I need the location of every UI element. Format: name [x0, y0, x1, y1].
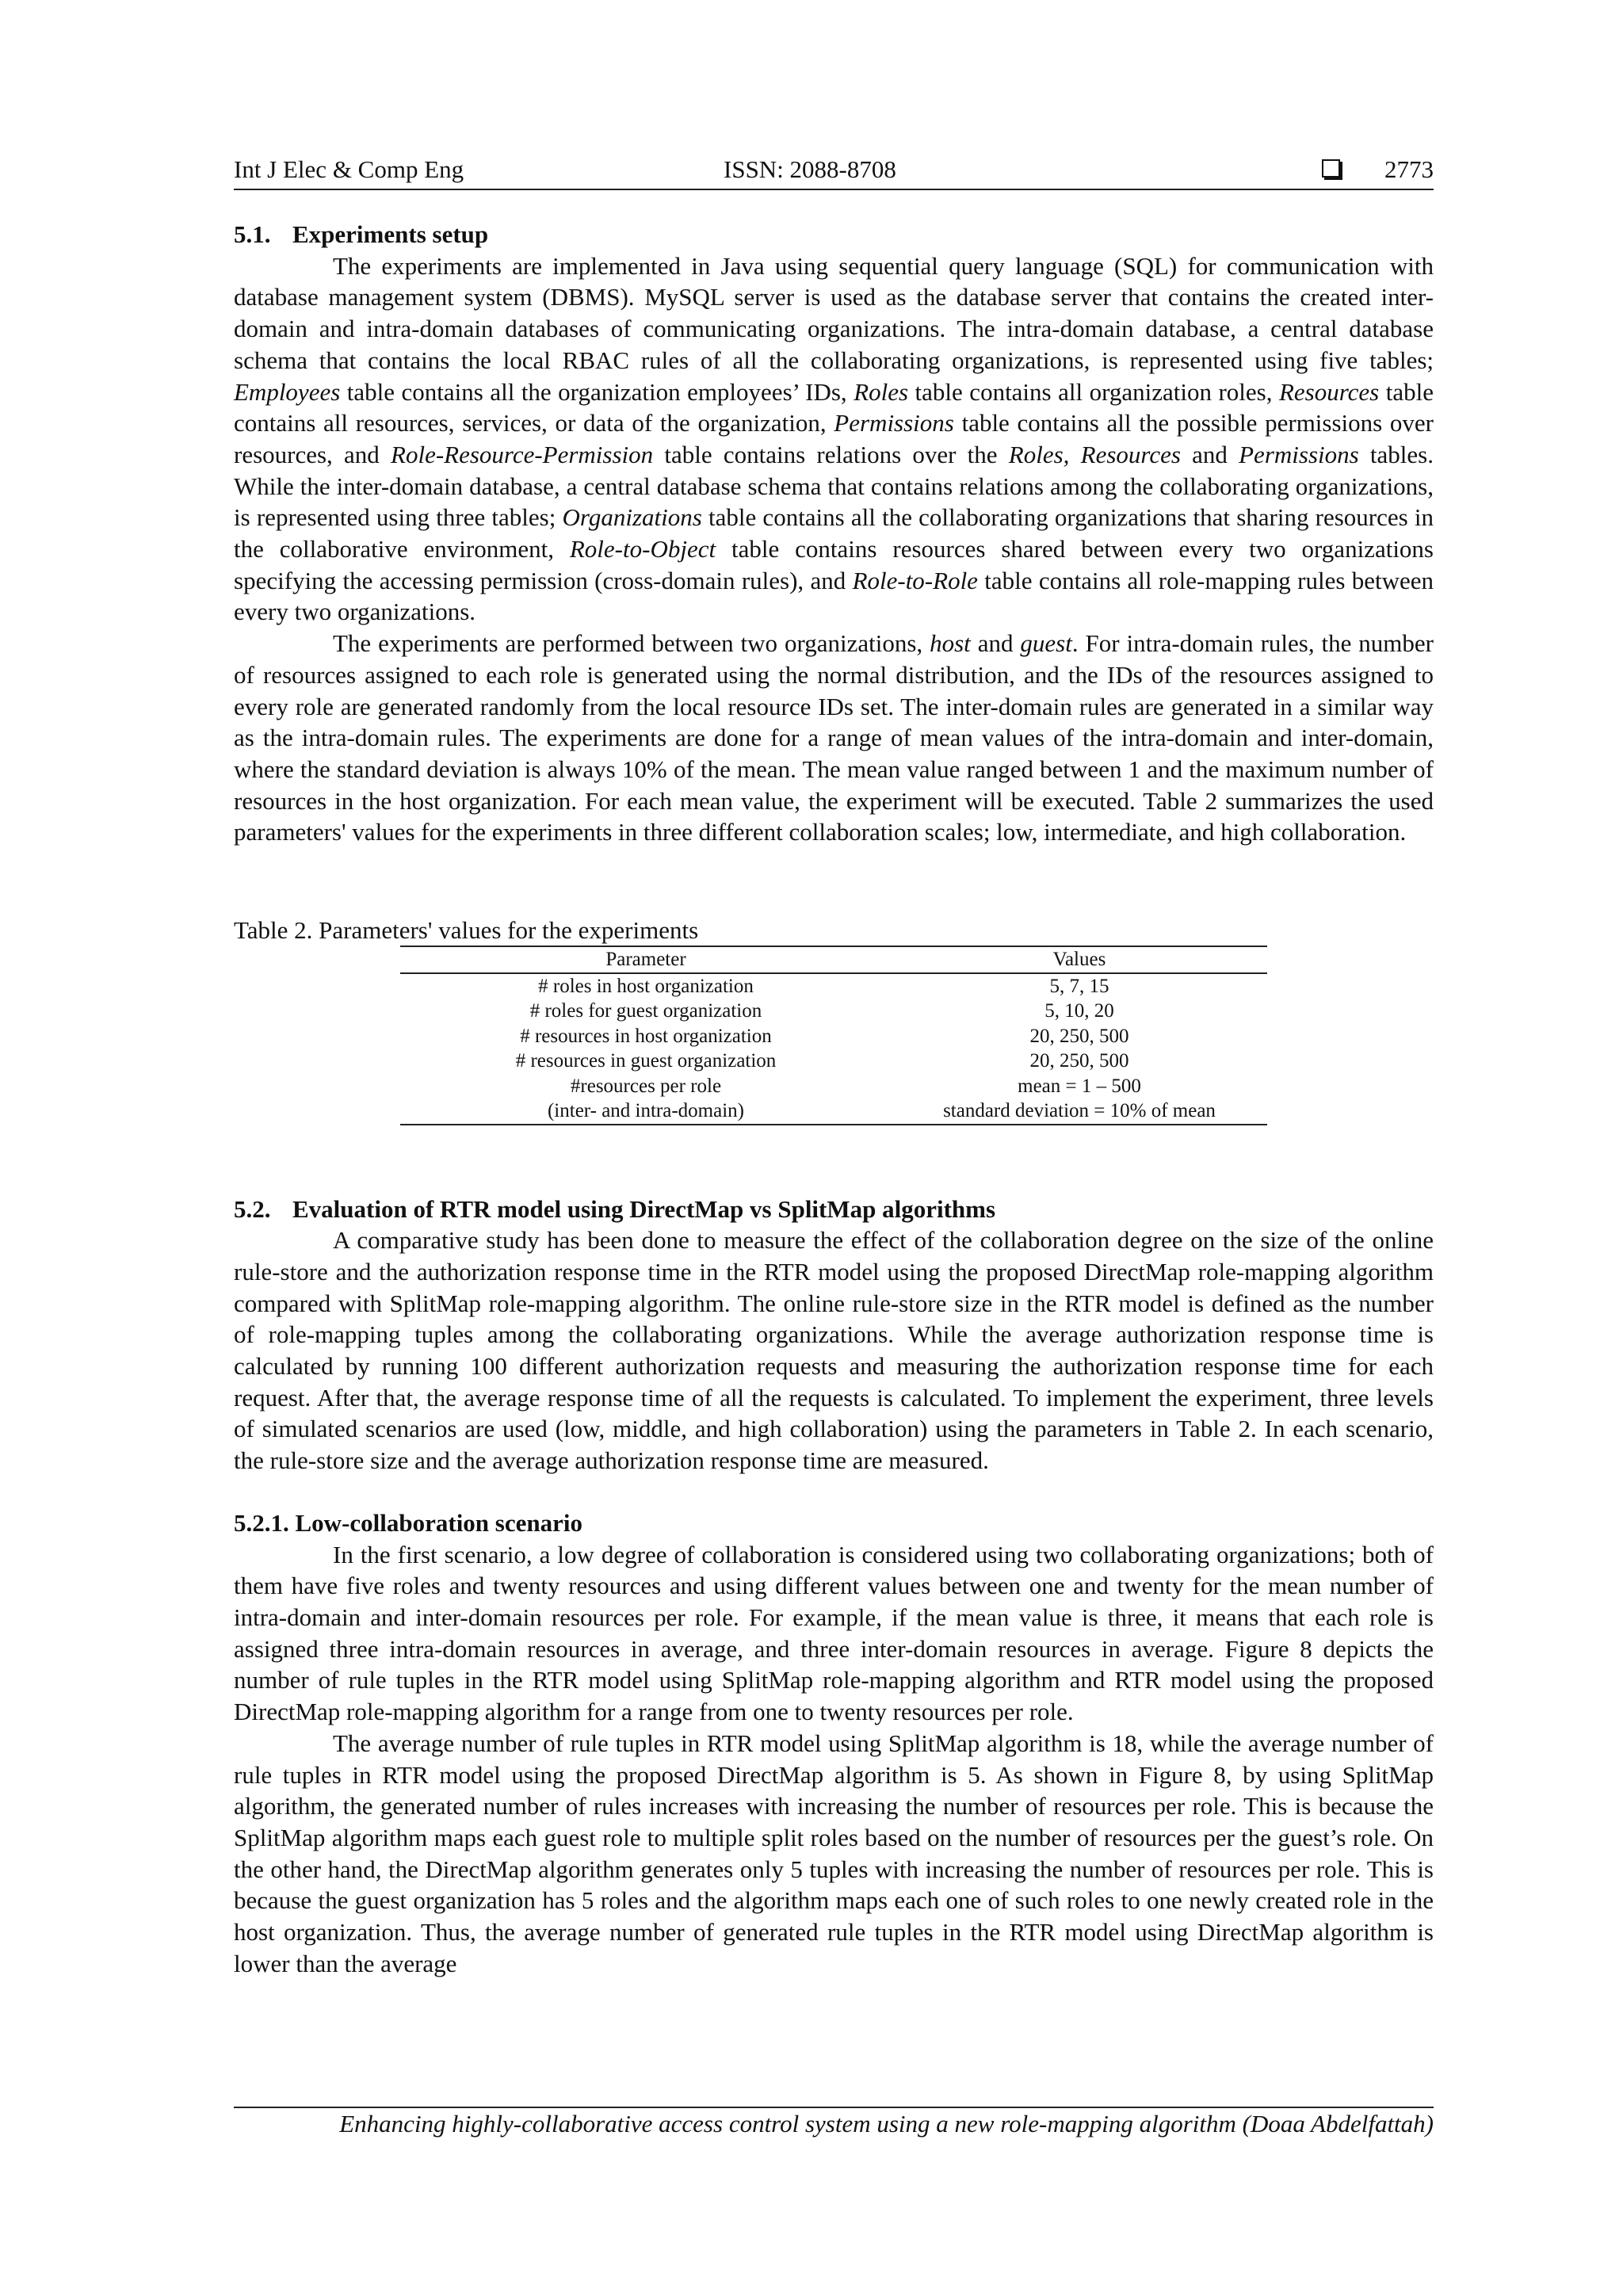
paragraph: The experiments are performed between two organizations, host and guest. For intra-domain rules, the number of resources assigned to each role is generated using the normal distribution, and the IDs of the resources assigned to every role are generated randomly from the local resource IDs set. The inter-domain rules are generated in a similar way as the intra-domain rules. The experiments are done for a range of mean values of the intra-domain and inter-domain, where the standard deviation is always 10% of the mean. The mean value ranged between 1 and the maximum number of resources in the host organization. For each mean value, the experiment will be executed. Table 2 summarizes the used parameters' values for the experiments in three different collaboration scales; low, intermediate, and high collaboration. [234, 629, 1434, 846]
table-cell: # roles for guest organization [529, 1000, 762, 1022]
section-title: Evaluation of RTR model using DirectMap vs SplitMap algorithms [292, 1194, 996, 1223]
issn: ISSN: 2088-8708 [724, 155, 896, 183]
table-cell: 5, 7, 15 [1049, 975, 1109, 997]
table-cell: 20, 250, 500 [1029, 1025, 1129, 1047]
paragraph: In the first scenario, a low degree of collaboration is considered using two collaborating organizations; both of them have five roles and twenty resources and using different values between one and twenty for the mean number of intra-domain and inter-domain resources per role. For example, if the mean value is three, it means that each role is assigned three intra-domain resources in average, and three inter-domain resources in average. Figure 8 depicts the number of rule tuples in the RTR model using SplitMap role-mapping algorithm and RTR model using the proposed DirectMap role-mapping algorithm for a range from one to twenty resources per role. [234, 1540, 1434, 1726]
page-number: 2773 [1384, 155, 1434, 183]
column-header: Values [892, 946, 1267, 973]
paragraph: A comparative study has been done to measure the effect of the collaboration degree on the size of the online rule-store and the authorization response time in the RTR model using the proposed DirectMap role-mapping algorithm compared with SplitMap role-mapping algorithm. The online rule-store size in the RTR model is defined as the number of role-mapping tuples among the collaborating organizations. While the average authorization response time is calculated by running 100 different authorization requests and measuring the authorization response time for each request. After that, the average response time of all the requests is calculated. To implement the experiment, three levels of simulated scenarios are used (low, middle, and high collaboration) using the parameters in Table 2. In each scenario, the rule-store size and the average authorization response time are measured. [234, 1226, 1434, 1475]
table-cell: standard deviation = 10% of mean [892, 1098, 1267, 1125]
journal-name: Int J Elec & Comp Eng [234, 155, 464, 183]
section-title: Experiments setup [292, 220, 489, 248]
table-row [400, 1049, 1267, 1074]
table-row [400, 1098, 1267, 1125]
paragraph: The experiments are implemented in Java using sequential query language (SQL) for communication with database management system (DBMS). MySQL server is used as the database server that contains the created inter-domain and intra-domain databases of communicating organizations. The intra-domain database, a central database schema that contains the local RBAC rules of all the collaborating organizations, is represented using five tables; Employees table contains all the organization employees’ IDs, Roles table contains all organization roles, Resources table contains all resources, services, or data of the organization, Permissions table contains all the possible permissions over resources, and Role-Resource-Permission table contains relations over the Roles, Resources and Permissions tables. While the inter-domain database, a central database schema that contains relations among the collaborating organizations, is represented using three tables; Organizations table contains all the collaborating organizations that sharing resources in the collaborative environment, Role-to-Object table contains resources shared between every two organizations specifying the accessing permission (cross-domain rules), and Role-to-Role table contains all role-mapping rules between every two organizations. [234, 251, 1434, 626]
section-heading-5-1 [234, 219, 1434, 250]
table-cell: 5, 10, 20 [1044, 1000, 1114, 1022]
column-header: Parameter [400, 946, 892, 973]
table-row [400, 1024, 1267, 1049]
table-caption: Table 2. Parameters' values for the experiments [234, 916, 699, 945]
section-number: 5.1. [234, 220, 271, 248]
subsection-heading-5-2-1: 5.2.1. Low-collaboration scenario [234, 1508, 582, 1537]
article-body [234, 219, 1434, 1979]
running-footer: Enhancing highly-collaborative access control system using a new role-mapping algorithm (Doaa Abdelfattah) [234, 2107, 1434, 2138]
table-row [400, 1074, 1267, 1099]
table-cell: (inter- and intra-domain) [400, 1098, 892, 1125]
section-number: 5.2. [234, 1194, 271, 1223]
table-cell: # resources in host organization [520, 1025, 772, 1047]
table-cell: 20, 250, 500 [1029, 1050, 1129, 1072]
page-box-icon [1322, 159, 1340, 178]
table-row [400, 999, 1267, 1024]
table-row [400, 973, 1267, 999]
table-cell: # roles in host organization [538, 975, 754, 997]
running-header [234, 152, 1434, 190]
table-cell: # resources in guest organization [515, 1050, 777, 1072]
table-cell: #resources per role [570, 1075, 722, 1097]
table-cell: mean = 1 – 500 [1018, 1075, 1141, 1097]
table-header-row [400, 946, 1267, 973]
paragraph: The average number of rule tuples in RTR model using SplitMap algorithm is 18, while the average number of rule tuples in RTR model using the proposed DirectMap algorithm is 5. As shown in Figure 8, by using SplitMap algorithm, the generated number of rules increases with increasing the number of resources per role. This is because the SplitMap algorithm maps each guest role to multiple split roles based on the number of resources per the guest’s role. On the other hand, the DirectMap algorithm generates only 5 tuples with increasing the number of resources per role. This is because the guest organization has 5 roles and the algorithm maps each one of such roles to one newly created role in the host organization. Thus, the average number of generated rule tuples in the RTR model using DirectMap algorithm is lower than the average [234, 1729, 1434, 1977]
parameters-table [400, 946, 1267, 1125]
section-heading-5-2 [234, 1194, 1434, 1225]
